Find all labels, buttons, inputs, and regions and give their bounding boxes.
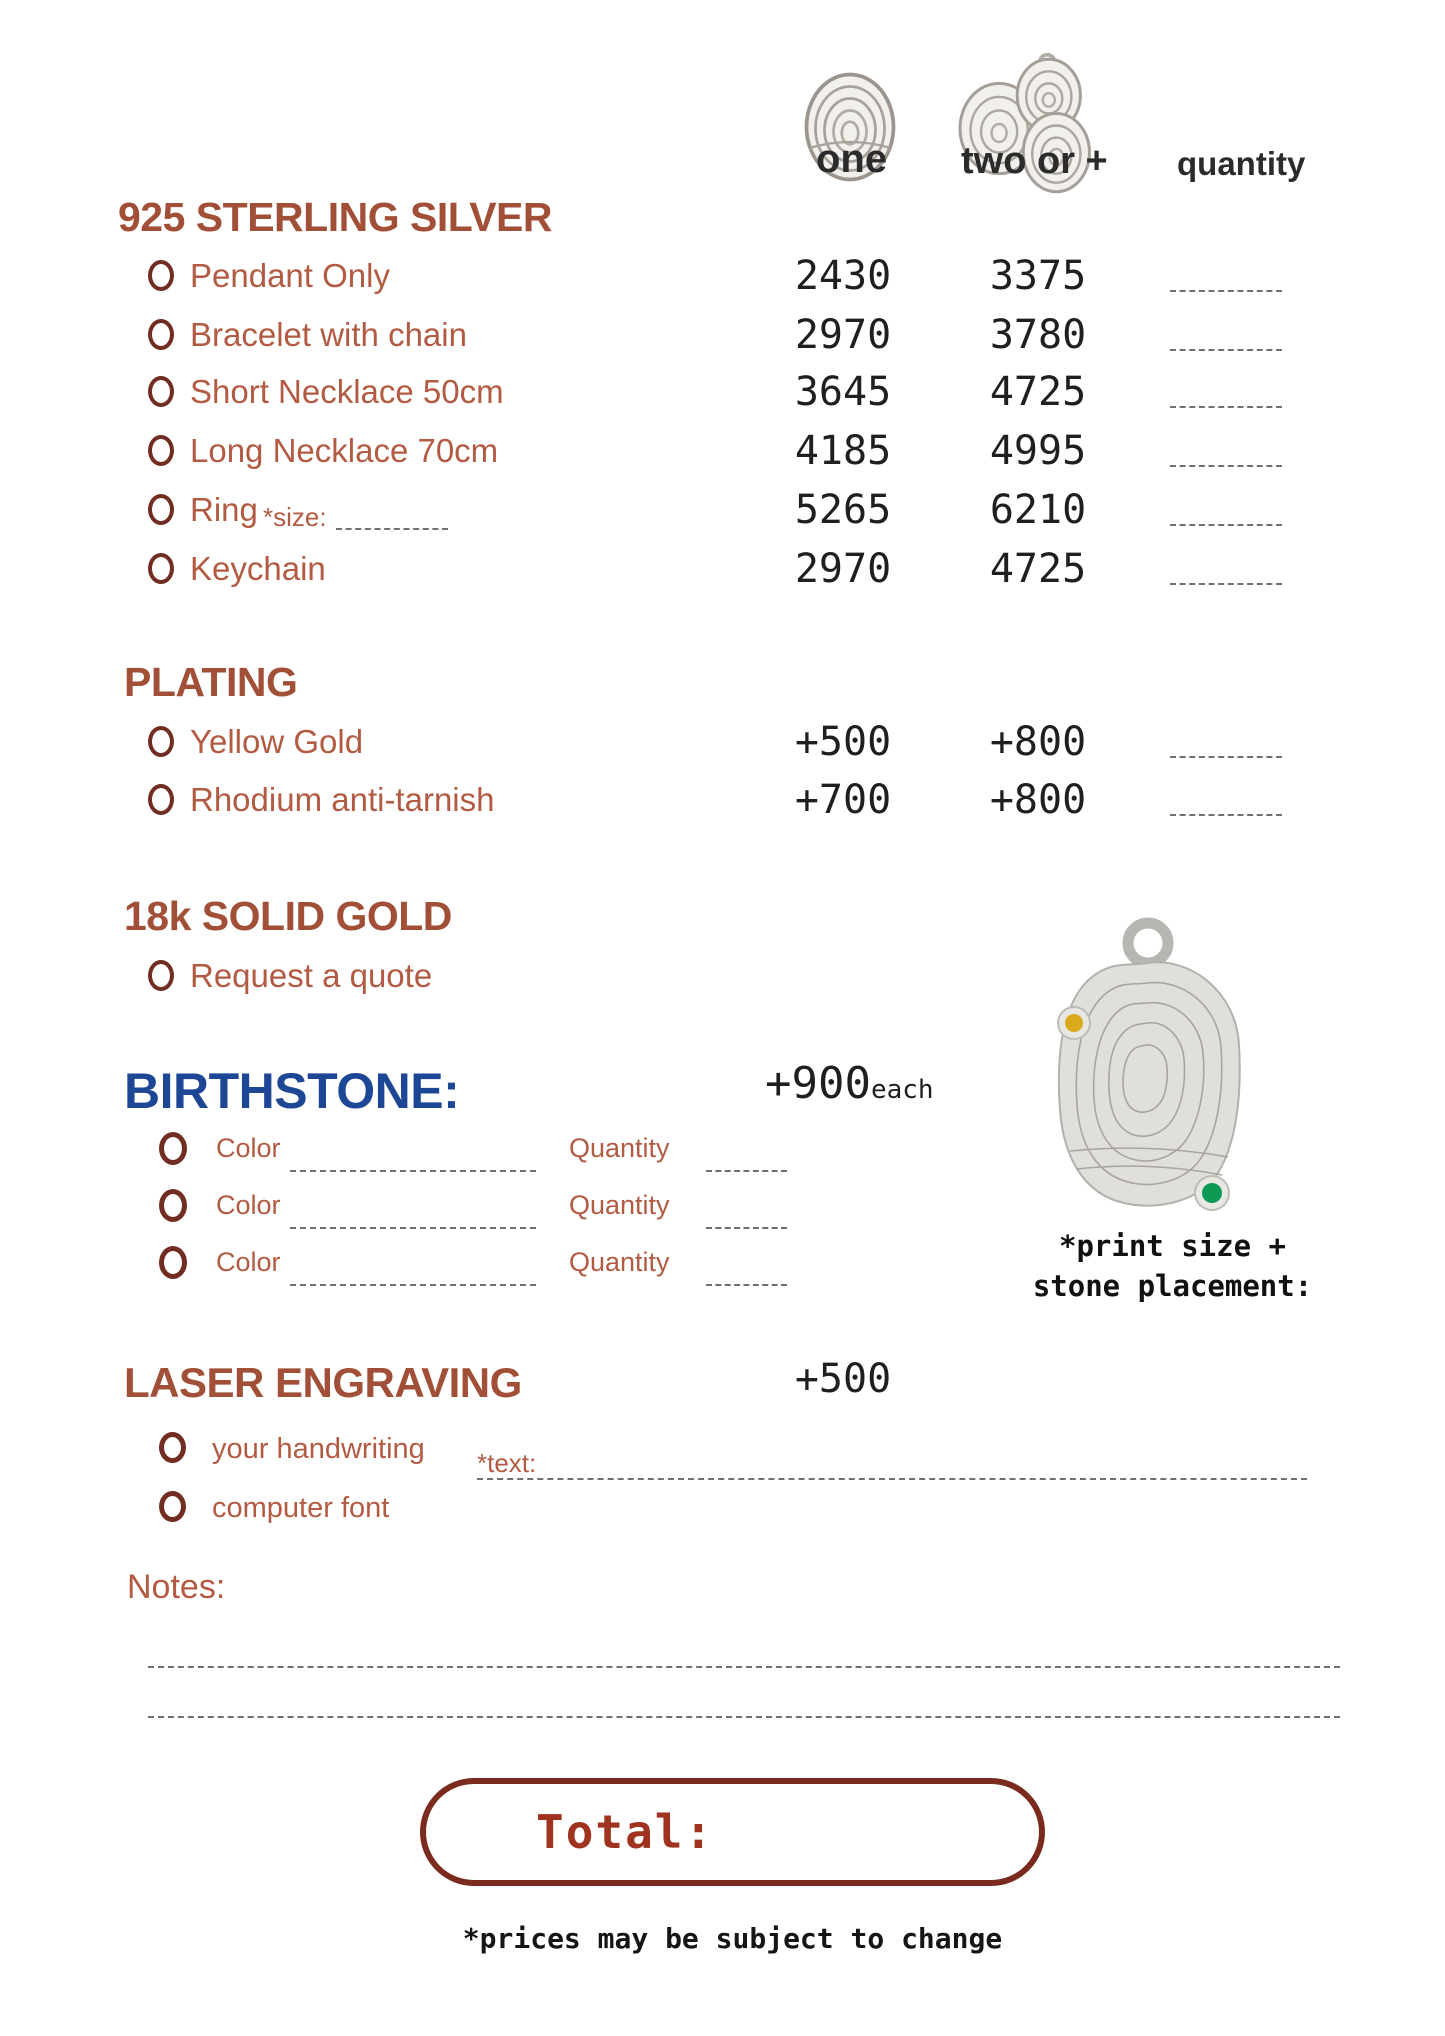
price-two: 4725	[989, 369, 1087, 415]
birthstone-row-1	[159, 1122, 879, 1178]
price-one: 2970	[794, 312, 892, 358]
option-circle[interactable]	[159, 1132, 187, 1165]
option-circle[interactable]	[148, 494, 174, 525]
birthstone-row-2	[159, 1179, 879, 1235]
quantity-field[interactable]	[1170, 583, 1282, 585]
price-two: 4995	[989, 428, 1087, 474]
price-two: 3780	[989, 312, 1087, 358]
price-two: 4725	[989, 546, 1087, 592]
notes-line-2[interactable]	[148, 1716, 1340, 1718]
silver-row-keychain	[148, 541, 1328, 597]
option-circle[interactable]	[148, 726, 174, 757]
color-label: Color	[216, 1190, 281, 1220]
pendant-caption	[1000, 1226, 1345, 1306]
pendant-caption-line1: *print size +	[1059, 1229, 1286, 1263]
option-circle[interactable]	[148, 260, 174, 291]
pendant-caption-line2: stone placement:	[1032, 1269, 1313, 1303]
option-circle[interactable]	[148, 960, 174, 991]
option-circle[interactable]	[148, 553, 174, 584]
column-header-one: one	[816, 137, 888, 181]
price-one: 5265	[794, 487, 892, 533]
quantity-field[interactable]	[1170, 406, 1282, 408]
ring-size-field[interactable]	[336, 528, 448, 530]
option-circle[interactable]	[148, 435, 174, 466]
option-label: computer font	[212, 1492, 390, 1524]
silver-row-short-necklace	[148, 364, 1328, 420]
notes-line-1[interactable]	[148, 1666, 1340, 1668]
column-header-quantity: quantity	[1177, 145, 1306, 182]
total-field[interactable]	[420, 1778, 1045, 1886]
item-label: Bracelet with chain	[190, 316, 467, 353]
price-one: 2430	[794, 253, 892, 299]
plating-row-yellow-gold	[148, 714, 1328, 770]
birthstone-row-3	[159, 1236, 879, 1292]
quantity-label: Quantity	[569, 1190, 670, 1220]
item-label: Ring	[190, 491, 258, 528]
price-two: +800	[989, 777, 1087, 823]
option-label: your handwriting	[212, 1433, 425, 1465]
option-circle[interactable]	[159, 1246, 187, 1279]
section-title-solid-gold: 18k SOLID GOLD	[124, 893, 452, 939]
quantity-field[interactable]	[1170, 465, 1282, 467]
price-two: 6210	[989, 487, 1087, 533]
section-title-laser: LASER ENGRAVING	[124, 1359, 522, 1406]
option-circle[interactable]	[159, 1491, 186, 1522]
quantity-label: Quantity	[569, 1247, 670, 1277]
silver-row-bracelet	[148, 307, 1328, 363]
price-two: +800	[989, 719, 1087, 765]
quantity-label: Quantity	[569, 1133, 670, 1163]
quantity-field[interactable]	[706, 1284, 787, 1286]
price-one: +500	[794, 719, 892, 765]
quantity-field[interactable]	[706, 1227, 787, 1229]
option-circle[interactable]	[148, 784, 174, 815]
total-label: Total:	[536, 1805, 715, 1859]
color-field[interactable]	[290, 1227, 536, 1229]
section-title-silver: 925 STERLING SILVER	[118, 194, 553, 240]
birthstone-price-unit: each	[870, 1075, 934, 1105]
price-disclaimer: *prices may be subject to change	[462, 1922, 1003, 1955]
silver-row-long-necklace	[148, 423, 1328, 479]
laser-price: +500	[794, 1356, 892, 1402]
silver-row-ring	[148, 482, 1328, 538]
section-title-birthstone: BIRTHSTONE:	[124, 1063, 460, 1119]
plating-row-rhodium	[148, 772, 1328, 828]
quantity-field[interactable]	[706, 1170, 787, 1172]
color-field[interactable]	[290, 1170, 536, 1172]
quantity-field[interactable]	[1170, 524, 1282, 526]
color-label: Color	[216, 1247, 281, 1277]
price-two: 3375	[989, 253, 1087, 299]
price-one: 2970	[794, 546, 892, 592]
item-label: Request a quote	[190, 957, 433, 994]
ring-size-label: *size:	[263, 502, 327, 532]
item-label: Keychain	[190, 550, 326, 587]
engraving-text-field[interactable]	[477, 1478, 1307, 1480]
option-circle[interactable]	[148, 319, 174, 350]
notes-title: Notes:	[127, 1568, 226, 1606]
quantity-field[interactable]	[1170, 349, 1282, 351]
quantity-field[interactable]	[1170, 756, 1282, 758]
item-label: Short Necklace 50cm	[190, 373, 504, 410]
fingerprint-pendant-photo	[1040, 905, 1280, 1225]
price-one: 4185	[794, 428, 892, 474]
silver-row-pendant-only	[148, 248, 1328, 304]
laser-row-computer-font	[159, 1482, 579, 1534]
engraving-text-label: *text:	[477, 1448, 537, 1478]
quantity-field[interactable]	[1170, 290, 1282, 292]
option-circle[interactable]	[148, 376, 174, 407]
birthstone-price-value: +900	[765, 1058, 871, 1109]
item-label: Pendant Only	[190, 257, 390, 294]
item-label: Long Necklace 70cm	[190, 432, 499, 469]
quantity-field[interactable]	[1170, 814, 1282, 816]
section-title-plating: PLATING	[124, 659, 298, 705]
price-one: 3645	[794, 369, 892, 415]
option-circle[interactable]	[159, 1432, 186, 1463]
color-field[interactable]	[290, 1284, 536, 1286]
price-one: +700	[794, 777, 892, 823]
column-header-two-or-plus: two or +	[961, 140, 1108, 182]
item-label: Yellow Gold	[190, 723, 364, 760]
birthstone-price	[765, 1058, 934, 1109]
item-label: Rhodium anti-tarnish	[190, 781, 495, 818]
color-label: Color	[216, 1133, 281, 1163]
option-circle[interactable]	[159, 1189, 187, 1222]
